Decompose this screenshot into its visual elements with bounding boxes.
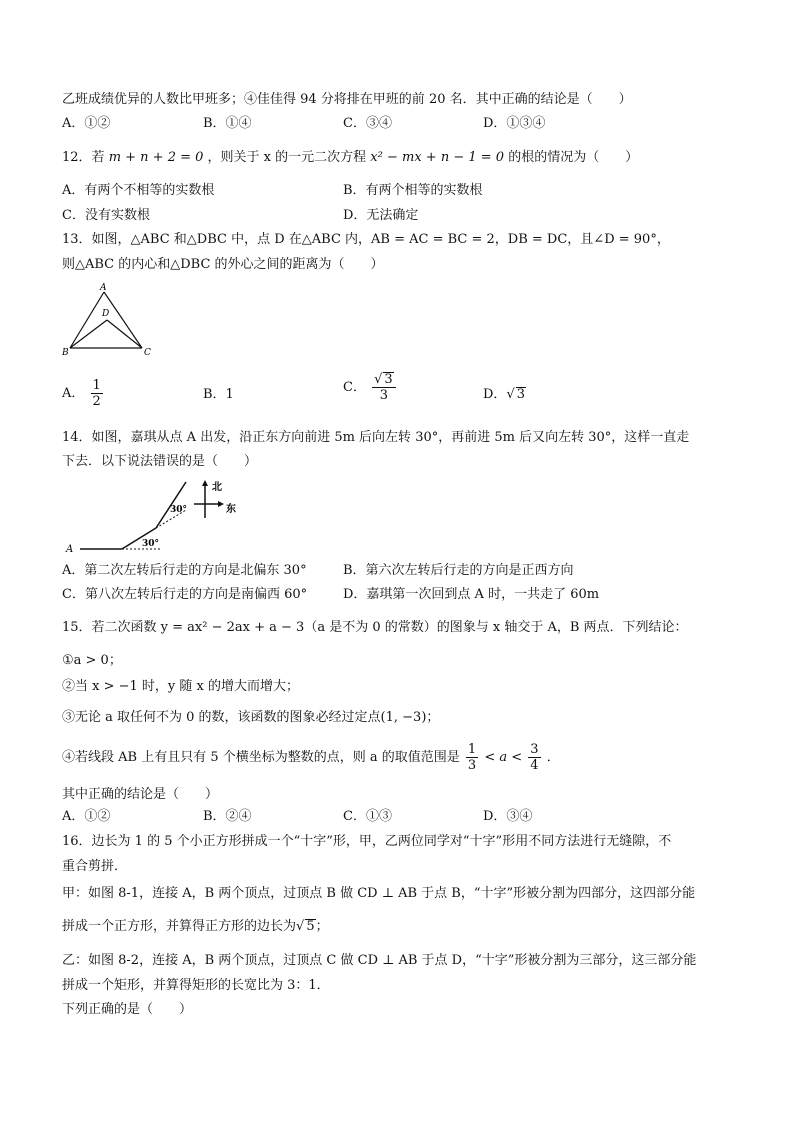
q16-jia-line1: 甲：如图 8-1，连接 A，B 两个顶点，过顶点 B 做 CD ⊥ AB 于点 B，“十字”形被分割为四部分，这四部分能 [62, 886, 696, 901]
q13-option-d: D．√ 3 [483, 387, 526, 402]
q15-inequality: < a < [484, 750, 523, 765]
q13-option-a-label: A． [62, 386, 85, 401]
q11-option-c: C．③④ [343, 116, 392, 131]
q12-option-a: A．有两个不相等的实数根 [62, 183, 215, 198]
q12-condition: m + n + 2 = 0 [108, 150, 204, 165]
q11-option-d: D．①③④ [483, 116, 546, 131]
q16-yi-line1: 乙：如图 8-2，连接 A，B 两个顶点，过顶点 C 做 CD ⊥ AB 于点 D，“十字”形被分割为三部分，这三部分能 [62, 953, 697, 968]
q14-option-c: C．第八次左转后行走的方向是南偏西 60° [62, 587, 308, 602]
q12-stem-c: 的根的情况为（ ） [508, 150, 639, 165]
q13-stem-line1: 13．如图，△ABC 和△DBC 中，点 D 在△ABC 内，AB = AC = BC = 2，DB = DC，且∠D = 90°， [62, 232, 670, 247]
q13-label-a: A [100, 283, 107, 293]
q13-option-b: B．1 [203, 387, 234, 402]
q13-option-c-denominator: 3 [379, 388, 389, 403]
q11-option-b: B．①④ [203, 116, 252, 131]
q13-option-d-label: D． [483, 387, 507, 402]
q13-option-c [343, 372, 398, 403]
q15-statement-4-end: ． [546, 750, 560, 765]
q16-jia-line2: 拼成一个正方形，并算得正方形的边长为√ 5； [62, 919, 329, 934]
q13-label-d: D [102, 309, 110, 319]
q14-east-label: 东 [226, 504, 236, 515]
q14-option-d: D．嘉琪第一次回到点 A 时，一共走了 60m [343, 587, 600, 602]
q13-label-b: B [62, 348, 69, 358]
q15-option-d: D．③④ [483, 809, 533, 824]
q13-label-c: C [144, 348, 151, 358]
q13-stem-line2: 则△ABC 的内心和△DBC 的外心之间的距离为（ ） [62, 257, 384, 272]
q14-north-label: 北 [212, 482, 222, 493]
q15-ask: 其中正确的结论是（ ） [62, 787, 219, 802]
q12-stem [62, 148, 638, 168]
q13-option-c-label: C． [343, 380, 366, 395]
q13-option-a-fraction [91, 378, 103, 409]
q12-stem-a: 12．若 [62, 150, 105, 165]
q14-option-a: A．第二次左转后行走的方向是北偏东 30° [62, 563, 307, 578]
q15-statement-2: ②当 x > −1 时，y 随 x 的增大而增大； [62, 679, 299, 694]
q14-stem-line2: 下去．以下说法错误的是（ ） [62, 454, 258, 469]
q13-option-a-numerator: 1 [92, 378, 101, 393]
q13-option-c-fraction [372, 372, 396, 403]
q13-option-c-radicand: 3 [384, 372, 393, 387]
q15-fraction-2-denominator: 4 [530, 758, 539, 773]
q14-label-a: A [66, 544, 74, 555]
q16-stem-line2: 重合剪拼． [62, 859, 128, 874]
q12-option-d: D．无法确定 [343, 208, 419, 223]
q13-option-c-numerator: √ 3 [372, 372, 396, 388]
q16-yi-line2: 拼成一个矩形，并算得矩形的长宽比为 3：1． [62, 978, 330, 993]
q14-angle1-label: 30° [142, 539, 160, 549]
q15-fraction-2 [528, 742, 540, 773]
q15-option-a: A．①② [62, 809, 111, 824]
q12-option-c: C．没有实数根 [62, 208, 150, 223]
q15-fraction-1-numerator: 1 [467, 742, 477, 757]
q12-option-b: B．有两个相等的实数根 [343, 183, 483, 198]
q15-stem: 15．若二次函数 y = ax² − 2ax + a − 3（a 是不为 0 的常数）的图象与 x 轴交于 A，B 两点．下列结论： [62, 620, 688, 635]
q16-stem-line1: 16．边长为 1 的 5 个小正方形拼成一个“十字”形，甲，乙两位同学对“十字”形用不同方法进行无缝隙，不 [62, 834, 672, 849]
q15-statement-3: ③无论 a 取任何不为 0 的数，该函数的图象必经过定点(1, −3)； [62, 710, 440, 725]
q16-jia-end: ； [315, 919, 329, 934]
q11-option-a: A．①② [62, 116, 111, 131]
q12-equation: x² − mx + n − 1 = 0 [370, 150, 505, 165]
q16-jia-text: 拼成一个正方形，并算得正方形的边长为 [62, 919, 297, 934]
q15-statement-4-text: ④若线段 AB 上有且只有 5 个横坐标为整数的点，则 a 的取值范围是 [62, 750, 460, 765]
q14-stem-line1: 14．如图，嘉琪从点 A 出发，沿正东方向前进 5m 后向左转 30°，再前进 5m 后又向左转 30°，这样一直走 [62, 430, 690, 445]
q15-fraction-1 [466, 742, 478, 773]
q14-option-b: B．第六次左转后行走的方向是正西方向 [343, 563, 574, 578]
q13-option-a-denominator: 2 [92, 394, 101, 409]
q11-stem-tail: 乙班成绩优异的人数比甲班多；④佳佳得 94 分将排在甲班的前 20 名．其中正确的结论是（ ） [62, 92, 632, 107]
q15-statement-4 [62, 742, 560, 773]
q13-triangle-figure [62, 280, 162, 360]
q13-option-d-radicand: 3 [516, 387, 526, 402]
q13-option-a [62, 378, 105, 409]
q16-ask: 下列正确的是（ ） [62, 1002, 193, 1017]
q14-path-figure [62, 476, 262, 556]
q15-option-c: C．①③ [343, 809, 392, 824]
q15-option-b: B．②④ [203, 809, 252, 824]
q14-angle2-label: 30° [170, 505, 188, 515]
q16-jia-radicand: 5 [306, 919, 315, 934]
q12-stem-b: ，则关于 x 的一元二次方程 [207, 150, 367, 165]
q15-fraction-1-denominator: 3 [467, 758, 477, 773]
q15-fraction-2-numerator: 3 [530, 742, 539, 757]
q15-statement-1: ①a > 0； [62, 653, 122, 668]
